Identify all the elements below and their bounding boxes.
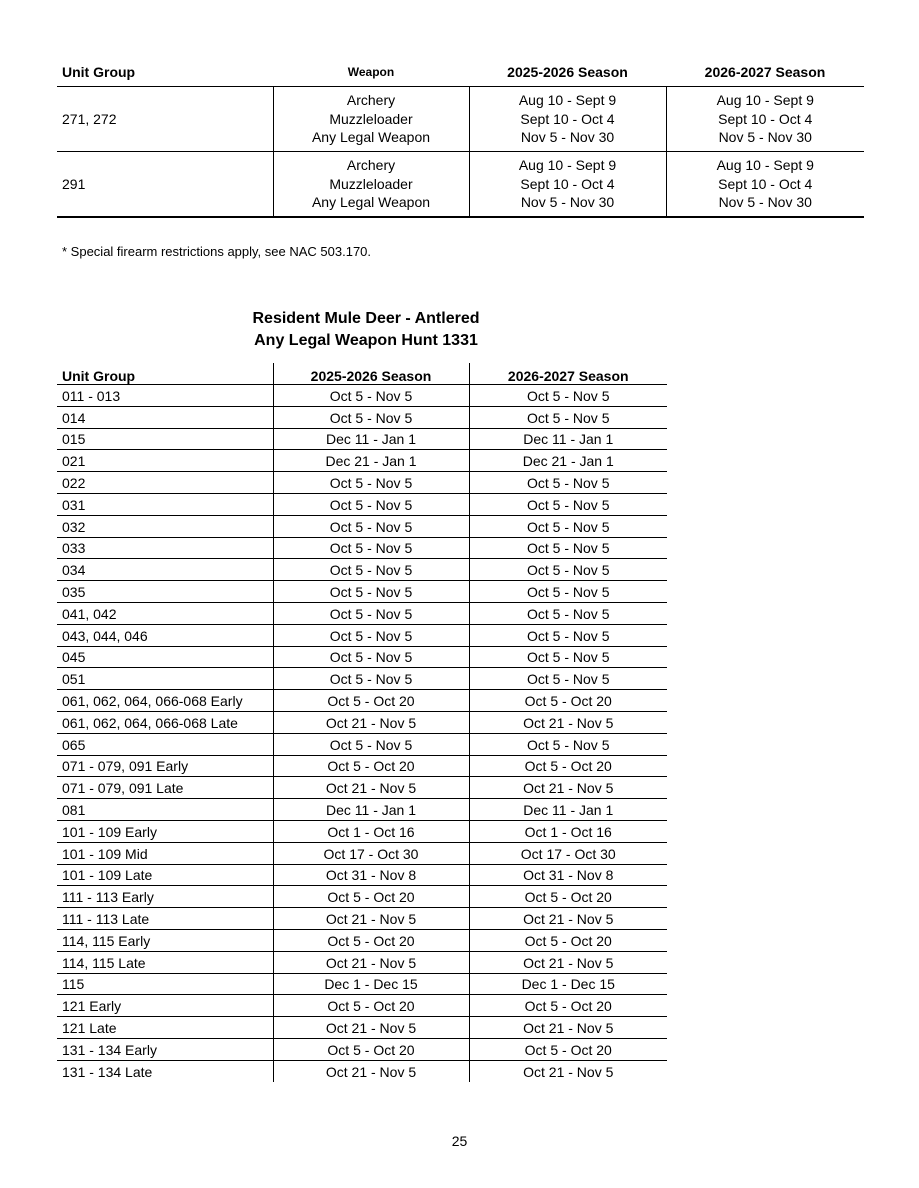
section-title-line: Resident Mule Deer - Antlered xyxy=(252,310,480,327)
season-2026-cell: Oct 5 - Nov 5 xyxy=(469,733,667,755)
table-row xyxy=(57,799,667,821)
season-2025-cell: Dec 11 - Jan 1 xyxy=(273,799,469,821)
weapon-line: Muzzleloader xyxy=(329,110,413,127)
table-row xyxy=(57,864,667,886)
unit-group-cell: 115 xyxy=(57,973,273,995)
season-2025-cell: Oct 5 - Nov 5 xyxy=(273,646,469,668)
table-row xyxy=(57,472,667,494)
season-2025-cell xyxy=(469,87,666,152)
season-2025-cell: Oct 5 - Nov 5 xyxy=(273,472,469,494)
season-dates: Aug 10 - Sept 9 xyxy=(716,157,814,174)
season-dates: Aug 10 - Sept 9 xyxy=(518,157,617,174)
table-row xyxy=(57,1038,667,1060)
season-2026-cell: Dec 11 - Jan 1 xyxy=(469,428,667,450)
season-2026-cell: Oct 5 - Nov 5 xyxy=(469,472,667,494)
season-2025-cell: Oct 21 - Nov 5 xyxy=(273,711,469,733)
weapon-line: Archery xyxy=(346,92,396,109)
unit-group-cell: 045 xyxy=(57,646,273,668)
unit-group-cell: 061, 062, 064, 066-068 Early xyxy=(57,690,273,712)
season-2025-cell: Oct 5 - Oct 20 xyxy=(273,1038,469,1060)
weapon-season-table xyxy=(57,58,864,218)
season-2026-cell: Oct 21 - Nov 5 xyxy=(469,1060,667,1081)
unit-group-cell: 121 Early xyxy=(57,995,273,1017)
season-2026-cell: Oct 5 - Nov 5 xyxy=(469,581,667,603)
unit-group-cell: 121 Late xyxy=(57,1017,273,1039)
season-2026-cell: Oct 21 - Nov 5 xyxy=(469,1017,667,1039)
season-dates: Nov 5 - Nov 30 xyxy=(718,194,812,211)
season-2026-cell: Oct 5 - Oct 20 xyxy=(469,886,667,908)
season-dates: Nov 5 - Nov 30 xyxy=(718,129,812,146)
season-2025-cell: Oct 5 - Oct 20 xyxy=(273,755,469,777)
season-2026-cell: Oct 5 - Oct 20 xyxy=(469,690,667,712)
season-2025-cell: Oct 21 - Nov 5 xyxy=(273,1060,469,1081)
season-dates: Nov 5 - Nov 30 xyxy=(520,129,615,146)
unit-group-cell: 032 xyxy=(57,515,273,537)
season-2026-cell: Oct 21 - Nov 5 xyxy=(469,951,667,973)
table-row xyxy=(57,820,667,842)
weapon-line: Any Legal Weapon xyxy=(311,194,431,211)
season-dates: Nov 5 - Nov 30 xyxy=(520,194,615,211)
season-2026-cell: Oct 31 - Nov 8 xyxy=(469,864,667,886)
table-row xyxy=(57,493,667,515)
unit-group-cell: 101 - 109 Late xyxy=(57,864,273,886)
season-2026-cell: Oct 5 - Nov 5 xyxy=(469,515,667,537)
season-2025-cell: Dec 11 - Jan 1 xyxy=(273,428,469,450)
table-row xyxy=(57,929,667,951)
season-2026-cell xyxy=(666,87,864,152)
unit-group-cell: 071 - 079, 091 Early xyxy=(57,755,273,777)
unit-group-cell: 033 xyxy=(57,537,273,559)
season-dates: Sept 10 - Oct 4 xyxy=(718,175,813,192)
table-row xyxy=(57,733,667,755)
column-header-weapon: Weapon xyxy=(273,58,469,87)
weapon-line: Muzzleloader xyxy=(329,175,413,192)
table-row xyxy=(57,515,667,537)
weapon-line: Any Legal Weapon xyxy=(311,129,431,146)
season-2026-cell: Oct 5 - Oct 20 xyxy=(469,995,667,1017)
table-row xyxy=(57,406,667,428)
unit-group-cell: 081 xyxy=(57,799,273,821)
unit-group-cell: 035 xyxy=(57,581,273,603)
unit-group-cell: 034 xyxy=(57,559,273,581)
column-header-unit-group: Unit Group xyxy=(57,363,273,385)
season-2026-cell: Dec 21 - Jan 1 xyxy=(469,450,667,472)
season-2026-cell: Oct 5 - Nov 5 xyxy=(469,624,667,646)
season-2025-cell: Oct 5 - Nov 5 xyxy=(273,624,469,646)
section-title xyxy=(210,308,522,352)
table-row xyxy=(57,537,667,559)
season-2026-cell: Oct 5 - Nov 5 xyxy=(469,406,667,428)
unit-group-cell: 111 - 113 Early xyxy=(57,886,273,908)
unit-group-cell: 114, 115 Early xyxy=(57,929,273,951)
season-2025-cell: Oct 21 - Nov 5 xyxy=(273,908,469,930)
season-2025-cell: Oct 21 - Nov 5 xyxy=(273,777,469,799)
season-2026-cell: Oct 5 - Nov 5 xyxy=(469,559,667,581)
table-row xyxy=(57,690,667,712)
season-2025-cell: Oct 31 - Nov 8 xyxy=(273,864,469,886)
section-title-line: Any Legal Weapon Hunt 1331 xyxy=(254,332,478,349)
season-2025-cell: Dec 1 - Dec 15 xyxy=(273,973,469,995)
season-2025-cell: Oct 5 - Oct 20 xyxy=(273,690,469,712)
weapon-cell xyxy=(273,152,469,218)
table-row xyxy=(57,755,667,777)
table-row xyxy=(57,152,864,218)
season-2025-cell: Oct 5 - Nov 5 xyxy=(273,385,469,407)
season-2025-cell: Oct 5 - Nov 5 xyxy=(273,733,469,755)
season-2026-cell: Oct 5 - Nov 5 xyxy=(469,602,667,624)
unit-group-cell: 021 xyxy=(57,450,273,472)
table-row xyxy=(57,450,667,472)
season-2025-cell: Oct 5 - Nov 5 xyxy=(273,537,469,559)
season-2026-cell: Oct 5 - Nov 5 xyxy=(469,385,667,407)
unit-group-cell: 051 xyxy=(57,668,273,690)
unit-group-cell: 011 - 013 xyxy=(57,385,273,407)
table-row xyxy=(57,951,667,973)
season-2026-cell: Oct 21 - Nov 5 xyxy=(469,711,667,733)
season-dates: Sept 10 - Oct 4 xyxy=(520,110,615,127)
season-2026-cell: Oct 5 - Nov 5 xyxy=(469,537,667,559)
table-row xyxy=(57,624,667,646)
season-2026-cell: Dec 1 - Dec 15 xyxy=(469,973,667,995)
table-row xyxy=(57,777,667,799)
table-row xyxy=(57,602,667,624)
table-header-row xyxy=(57,363,667,385)
unit-group-cell: 061, 062, 064, 066-068 Late xyxy=(57,711,273,733)
unit-group-cell: 111 - 113 Late xyxy=(57,908,273,930)
season-2026-cell: Oct 5 - Oct 20 xyxy=(469,1038,667,1060)
column-header-unit-group: Unit Group xyxy=(57,58,273,87)
hunt-1331-season-table xyxy=(57,363,667,1082)
unit-group-cell: 131 - 134 Early xyxy=(57,1038,273,1060)
season-2026-cell: Oct 5 - Oct 20 xyxy=(469,755,667,777)
season-2025-cell: Oct 5 - Nov 5 xyxy=(273,559,469,581)
unit-group-cell: 114, 115 Late xyxy=(57,951,273,973)
season-2025-cell: Oct 5 - Oct 20 xyxy=(273,929,469,951)
season-2026-cell: Oct 5 - Nov 5 xyxy=(469,668,667,690)
season-2026-cell: Oct 21 - Nov 5 xyxy=(469,908,667,930)
season-2025-cell xyxy=(469,152,666,218)
season-2026-cell: Oct 17 - Oct 30 xyxy=(469,842,667,864)
unit-group-cell: 031 xyxy=(57,493,273,515)
table-row xyxy=(57,1017,667,1039)
season-2025-cell: Oct 5 - Nov 5 xyxy=(273,515,469,537)
table-row xyxy=(57,581,667,603)
page-number: 25 xyxy=(451,1133,468,1149)
unit-group-cell: 101 - 109 Early xyxy=(57,820,273,842)
season-2025-cell: Oct 5 - Nov 5 xyxy=(273,493,469,515)
table-row xyxy=(57,87,864,152)
unit-group-cell: 071 - 079, 091 Late xyxy=(57,777,273,799)
season-2026-cell xyxy=(666,152,864,218)
column-header-season-2025: 2025-2026 Season xyxy=(273,363,469,385)
table-row xyxy=(57,1060,667,1081)
unit-group-cell: 271, 272 xyxy=(57,87,273,152)
season-2025-cell: Oct 17 - Oct 30 xyxy=(273,842,469,864)
column-header-season-2025: 2025-2026 Season xyxy=(469,58,666,87)
season-2025-cell: Oct 5 - Nov 5 xyxy=(273,581,469,603)
season-2026-cell: Oct 21 - Nov 5 xyxy=(469,777,667,799)
season-2025-cell: Oct 5 - Oct 20 xyxy=(273,995,469,1017)
season-2025-cell: Oct 5 - Oct 20 xyxy=(273,886,469,908)
table-row xyxy=(57,973,667,995)
unit-group-cell: 291 xyxy=(57,152,273,218)
table-row xyxy=(57,428,667,450)
season-2025-cell: Oct 21 - Nov 5 xyxy=(273,1017,469,1039)
season-dates: Sept 10 - Oct 4 xyxy=(520,175,615,192)
table-row xyxy=(57,842,667,864)
season-2025-cell: Oct 5 - Nov 5 xyxy=(273,406,469,428)
season-2025-cell: Oct 1 - Oct 16 xyxy=(273,820,469,842)
season-2025-cell: Oct 21 - Nov 5 xyxy=(273,951,469,973)
season-dates: Sept 10 - Oct 4 xyxy=(718,110,813,127)
table-row xyxy=(57,908,667,930)
season-2026-cell: Oct 1 - Oct 16 xyxy=(469,820,667,842)
table-body xyxy=(57,385,667,1082)
season-2026-cell: Oct 5 - Oct 20 xyxy=(469,929,667,951)
table-row xyxy=(57,646,667,668)
weapon-cell xyxy=(273,87,469,152)
column-header-season-2026: 2026-2027 Season xyxy=(666,58,864,87)
unit-group-cell: 041, 042 xyxy=(57,602,273,624)
unit-group-cell: 043, 044, 046 xyxy=(57,624,273,646)
season-2026-cell: Dec 11 - Jan 1 xyxy=(469,799,667,821)
table-header-row xyxy=(57,58,864,87)
column-header-season-2026: 2026-2027 Season xyxy=(469,363,667,385)
table-row xyxy=(57,559,667,581)
season-2025-cell: Oct 5 - Nov 5 xyxy=(273,602,469,624)
table-row xyxy=(57,711,667,733)
table-row xyxy=(57,668,667,690)
unit-group-cell: 065 xyxy=(57,733,273,755)
season-dates: Aug 10 - Sept 9 xyxy=(716,92,814,109)
season-2025-cell: Oct 5 - Nov 5 xyxy=(273,668,469,690)
footnote: * Special firearm restrictions apply, see NAC 503.170. xyxy=(62,244,372,259)
season-2025-cell: Dec 21 - Jan 1 xyxy=(273,450,469,472)
unit-group-cell: 022 xyxy=(57,472,273,494)
table-row xyxy=(57,385,667,407)
table-row xyxy=(57,995,667,1017)
table-row xyxy=(57,886,667,908)
season-dates: Aug 10 - Sept 9 xyxy=(518,92,617,109)
unit-group-cell: 014 xyxy=(57,406,273,428)
unit-group-cell: 101 - 109 Mid xyxy=(57,842,273,864)
season-2026-cell: Oct 5 - Nov 5 xyxy=(469,646,667,668)
weapon-line: Archery xyxy=(346,157,396,174)
season-2026-cell: Oct 5 - Nov 5 xyxy=(469,493,667,515)
unit-group-cell: 015 xyxy=(57,428,273,450)
unit-group-cell: 131 - 134 Late xyxy=(62,1063,153,1080)
